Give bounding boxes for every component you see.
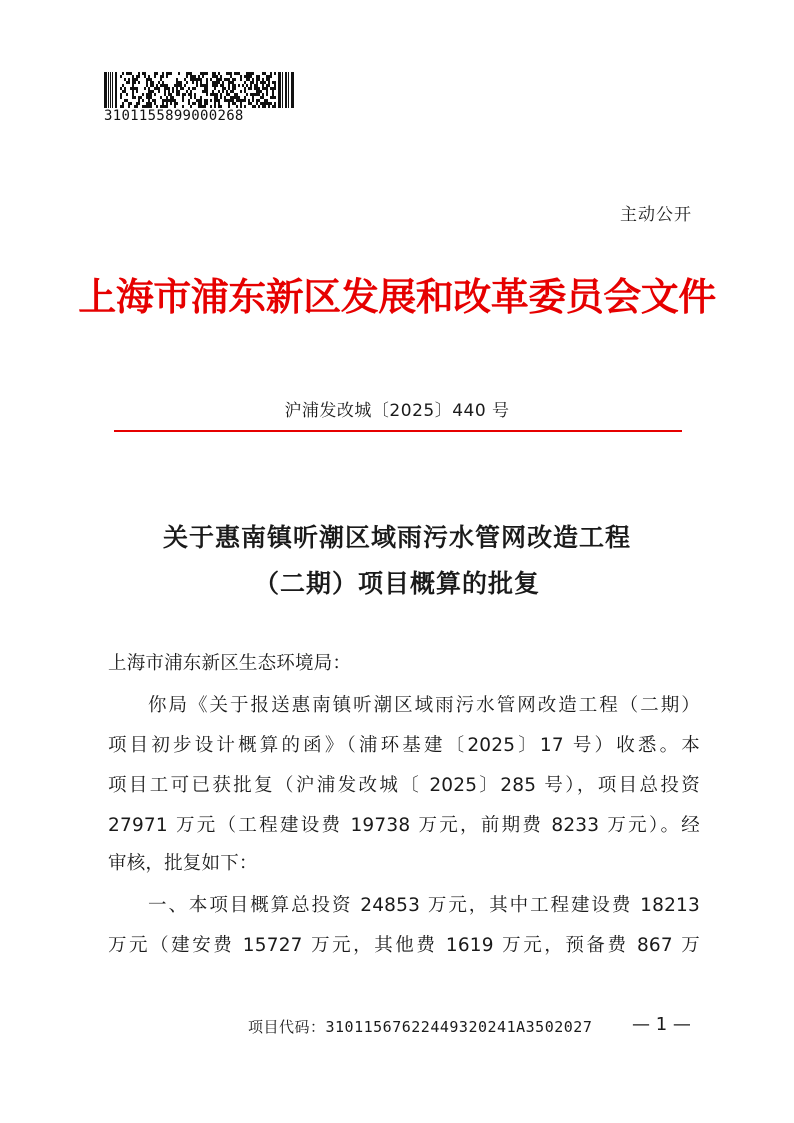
barcode-number: 3101155899000268 bbox=[104, 108, 244, 124]
salutation: 上海市浦东新区生态环境局： bbox=[108, 653, 352, 674]
page-number: — 1 — bbox=[632, 1014, 691, 1035]
project-code: 项目代码：31011567622449320241A3502027 bbox=[248, 1018, 593, 1036]
body-line: 审核，批复如下： bbox=[108, 853, 258, 874]
document-title-line-2: （二期）项目概算的批复 bbox=[253, 569, 540, 598]
body-line: 项目工可已获批复（沪浦发改城〔 2025〕285 号），项目总投资 bbox=[108, 775, 700, 796]
body-line: 一、本项目概算总投资 24853 万元，其中工程建设费 18213 bbox=[148, 895, 700, 916]
issuing-organization-title: 上海市浦东新区发展和改革委员会文件 bbox=[78, 274, 716, 319]
document-barcode bbox=[104, 72, 294, 108]
body-line: 27971 万元（工程建设费 19738 万元，前期费 8233 万元）。经 bbox=[108, 815, 700, 836]
body-line: 你局《关于报送惠南镇听潮区域雨污水管网改造工程（二期） bbox=[148, 695, 700, 716]
red-separator-rule bbox=[114, 430, 682, 432]
body-line: 万元（建安费 15727 万元，其他费 1619 万元，预备费 867 万 bbox=[108, 935, 700, 956]
document-title-line-1: 关于惠南镇听潮区域雨污水管网改造工程 bbox=[162, 523, 631, 552]
document-number: 沪浦发改城〔2025〕440 号 bbox=[284, 401, 510, 421]
disclosure-label: 主动公开 bbox=[620, 205, 692, 225]
body-line: 项目初步设计概算的函》（浦环基建〔2025〕17 号）收悉。本 bbox=[108, 735, 700, 756]
